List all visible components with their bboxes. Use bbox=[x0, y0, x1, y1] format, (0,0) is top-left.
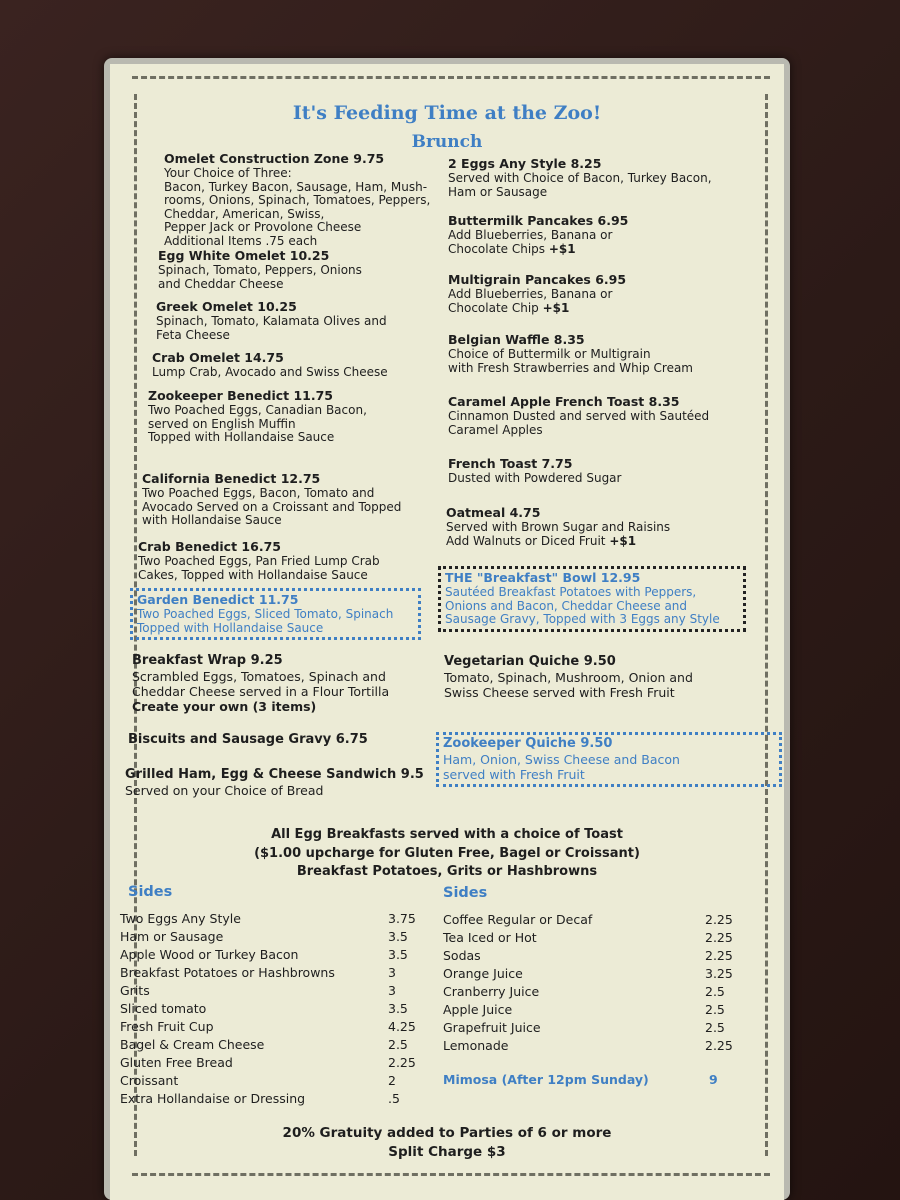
item-desc: Your Choice of Three: Bacon, Turkey Bacon, Sausage, Ham, Mush- rooms, Onions, Spinach, Tomatoes, Peppers, Cheddar, American, Swiss, Pepper Jack or Provolone Cheese Additional Items .75 each bbox=[164, 166, 431, 248]
item-name: 2 Eggs Any Style 8.25 bbox=[448, 156, 602, 171]
side-label: Lemonade bbox=[443, 1038, 509, 1053]
side-row bbox=[120, 946, 420, 964]
toast-note-line: Breakfast Potatoes, Grits or Hashbrowns bbox=[296, 864, 598, 879]
item-name: Zookeeper Benedict 11.75 bbox=[148, 388, 334, 403]
menu-item bbox=[142, 472, 432, 528]
side-label: Sliced tomato bbox=[120, 1001, 207, 1016]
menu-item bbox=[448, 333, 748, 375]
side-price: 2.25 bbox=[705, 1038, 733, 1053]
menu-item bbox=[446, 506, 746, 548]
item-name: Egg White Omelet 10.25 bbox=[158, 248, 330, 263]
item-desc: Dusted with Powdered Sugar bbox=[448, 471, 622, 485]
side-row bbox=[120, 1072, 420, 1090]
side-price: .5 bbox=[388, 1091, 400, 1106]
menu-item bbox=[448, 395, 748, 437]
side-row bbox=[120, 1054, 420, 1072]
side-row bbox=[120, 964, 420, 982]
item-name: Garden Benedict 11.75 bbox=[137, 592, 299, 607]
side-label: Apple Wood or Turkey Bacon bbox=[120, 947, 299, 962]
side-price: 2.25 bbox=[388, 1055, 416, 1070]
dashed-border-right bbox=[765, 94, 768, 1156]
item-desc: Served with Choice of Bacon, Turkey Bacon, Ham or Sausage bbox=[448, 171, 712, 199]
side-row bbox=[120, 1090, 420, 1108]
side-price: 2.25 bbox=[705, 912, 733, 927]
addon-price: +$1 bbox=[548, 241, 576, 256]
item-desc: Spinach, Tomato, Kalamata Olives and Feta Cheese bbox=[156, 314, 387, 342]
menu-item bbox=[448, 457, 748, 486]
drinks-list bbox=[443, 911, 743, 1055]
menu-item bbox=[158, 249, 438, 291]
item-name: Biscuits and Sausage Gravy 6.75 bbox=[128, 732, 368, 747]
side-row bbox=[120, 1000, 420, 1018]
menu-item bbox=[138, 540, 428, 582]
side-row bbox=[120, 910, 420, 928]
item-desc: Served on your Choice of Bread bbox=[125, 783, 324, 798]
side-row bbox=[120, 928, 420, 946]
sides-heading: Sides bbox=[128, 884, 173, 900]
mimosa-label: Mimosa (After 12pm Sunday) bbox=[443, 1072, 649, 1087]
menu-item bbox=[164, 152, 444, 248]
dashed-border-bottom bbox=[132, 1173, 770, 1176]
side-label: Coffee Regular or Decaf bbox=[443, 912, 593, 927]
side-label: Ham or Sausage bbox=[120, 929, 224, 944]
side-price: 2.5 bbox=[705, 1020, 725, 1035]
item-name: French Toast 7.75 bbox=[448, 456, 573, 471]
item-name: Buttermilk Pancakes 6.95 bbox=[448, 213, 629, 228]
side-label: Two Eggs Any Style bbox=[120, 911, 241, 926]
side-price: 3.25 bbox=[705, 966, 733, 981]
menu-item bbox=[125, 768, 435, 798]
item-name: California Benedict 12.75 bbox=[142, 471, 321, 486]
side-price: 2 bbox=[388, 1073, 396, 1088]
side-label: Extra Hollandaise or Dressing bbox=[120, 1091, 306, 1106]
item-desc: Sautéed Breakfast Potatoes with Peppers, Onions and Bacon, Cheddar Cheese and Sausage Gravy, Topped with 3 Eggs any Style bbox=[445, 585, 720, 626]
item-desc: Tomato, Spinach, Mushroom, Onion and Swiss Cheese served with Fresh Fruit bbox=[444, 670, 693, 700]
menu-item bbox=[448, 214, 748, 256]
item-desc: Two Poached Eggs, Sliced Tomato, Spinach Topped with Hollandaise Sauce bbox=[137, 607, 394, 635]
item-desc: Two Poached Eggs, Bacon, Tomato and Avocado Served on a Croissant and Topped with Hollandaise Sauce bbox=[142, 486, 402, 527]
toast-note-line: All Egg Breakfasts served with a choice of Toast bbox=[271, 827, 623, 842]
side-price: 2.5 bbox=[705, 984, 725, 999]
item-name: Caramel Apple French Toast 8.35 bbox=[448, 394, 680, 409]
item-desc: Add Blueberries, Banana or Chocolate Chip +$1 bbox=[448, 287, 613, 315]
item-desc: Lump Crab, Avocado and Swiss Cheese bbox=[152, 365, 388, 379]
menu-page bbox=[110, 64, 784, 1200]
highlighted-menu-item bbox=[438, 566, 746, 632]
menu-item bbox=[148, 389, 438, 445]
item-name: Zookeeper Quiche 9.50 bbox=[443, 736, 613, 751]
side-row bbox=[443, 1019, 743, 1037]
side-price: 3.5 bbox=[388, 1001, 408, 1016]
item-name: Multigrain Pancakes 6.95 bbox=[448, 272, 627, 287]
item-name: Belgian Waffle 8.35 bbox=[448, 332, 585, 347]
side-label: Cranberry Juice bbox=[443, 984, 540, 999]
side-row bbox=[443, 983, 743, 1001]
side-label: Grapefruit Juice bbox=[443, 1020, 541, 1035]
item-desc: Add Blueberries, Banana or Chocolate Chips +$1 bbox=[448, 228, 613, 256]
item-extra: Create your own (3 items) bbox=[132, 699, 317, 714]
side-price: 3.5 bbox=[388, 947, 408, 962]
menu-item bbox=[448, 273, 748, 315]
side-row bbox=[120, 1036, 420, 1054]
side-price: 3 bbox=[388, 965, 396, 980]
item-desc: Spinach, Tomato, Peppers, Onions and Cheddar Cheese bbox=[158, 263, 362, 291]
menu-item bbox=[152, 351, 432, 380]
item-desc: Cinnamon Dusted and served with Sautéed Caramel Apples bbox=[448, 409, 710, 437]
item-name: Breakfast Wrap 9.25 bbox=[132, 653, 283, 668]
side-price: 4.25 bbox=[388, 1019, 416, 1034]
side-label: Sodas bbox=[443, 948, 481, 963]
menu-item bbox=[132, 654, 432, 714]
side-row bbox=[443, 947, 743, 965]
highlighted-menu-item bbox=[130, 588, 421, 640]
addon-price: +$1 bbox=[609, 533, 637, 548]
side-price: 3.75 bbox=[388, 911, 416, 926]
split-charge-note: Split Charge $3 bbox=[388, 1144, 506, 1160]
menu-item bbox=[156, 300, 436, 342]
menu-title: It's Feeding Time at the Zoo! bbox=[292, 102, 602, 124]
menu-item bbox=[128, 733, 428, 748]
item-name: Omelet Construction Zone 9.75 bbox=[164, 151, 385, 166]
item-name: THE "Breakfast" Bowl 12.95 bbox=[445, 570, 641, 585]
dashed-border-top bbox=[132, 76, 770, 79]
item-name: Vegetarian Quiche 9.50 bbox=[444, 654, 616, 669]
toast-note-line: ($1.00 upcharge for Gluten Free, Bagel or Croissant) bbox=[254, 846, 640, 861]
side-price: 2.25 bbox=[705, 930, 733, 945]
side-label: Gluten Free Bread bbox=[120, 1055, 233, 1070]
side-price: 2.5 bbox=[388, 1037, 408, 1052]
side-label: Tea Iced or Hot bbox=[443, 930, 537, 945]
side-row bbox=[443, 929, 743, 947]
item-name: Crab Omelet 14.75 bbox=[152, 350, 284, 365]
item-desc: Choice of Buttermilk or Multigrain with Fresh Strawberries and Whip Cream bbox=[448, 347, 693, 375]
mimosa-row bbox=[443, 1071, 743, 1089]
side-price: 2.25 bbox=[705, 948, 733, 963]
item-name: Greek Omelet 10.25 bbox=[156, 299, 297, 314]
gratuity-note: 20% Gratuity added to Parties of 6 or more bbox=[282, 1125, 612, 1141]
item-desc: Ham, Onion, Swiss Cheese and Bacon served with Fresh Fruit bbox=[443, 752, 680, 782]
menu-item bbox=[448, 157, 748, 199]
side-label: Breakfast Potatoes or Hashbrowns bbox=[120, 965, 335, 980]
side-label: Apple Juice bbox=[443, 1002, 513, 1017]
addon-price: +$1 bbox=[542, 300, 570, 315]
side-row bbox=[443, 1037, 743, 1055]
item-name: Crab Benedict 16.75 bbox=[138, 539, 281, 554]
menu-subtitle: Brunch bbox=[411, 132, 483, 152]
side-row bbox=[120, 982, 420, 1000]
side-price: 3 bbox=[388, 983, 396, 998]
sides-heading: Sides bbox=[443, 885, 488, 901]
side-label: Fresh Fruit Cup bbox=[120, 1019, 214, 1034]
item-name: Oatmeal 4.75 bbox=[446, 505, 541, 520]
side-row bbox=[443, 911, 743, 929]
side-label: Grits bbox=[120, 983, 150, 998]
item-desc: Served with Brown Sugar and Raisins Add Walnuts or Diced Fruit +$1 bbox=[446, 520, 671, 548]
mimosa-price: 9 bbox=[709, 1072, 718, 1087]
item-name: Grilled Ham, Egg & Cheese Sandwich 9.5 bbox=[125, 767, 424, 782]
side-price: 2.5 bbox=[705, 1002, 725, 1017]
item-desc: Scrambled Eggs, Tomatoes, Spinach and Cheddar Cheese served in a Flour Tortilla bbox=[132, 669, 390, 699]
item-desc: Two Poached Eggs, Pan Fried Lump Crab Cakes, Topped with Hollandaise Sauce bbox=[138, 554, 380, 582]
item-desc: Two Poached Eggs, Canadian Bacon, served on English Muffin Topped with Hollandaise Sauce bbox=[148, 403, 367, 444]
side-label: Croissant bbox=[120, 1073, 179, 1088]
side-price: 3.5 bbox=[388, 929, 408, 944]
side-row bbox=[443, 965, 743, 983]
sides-list bbox=[120, 910, 420, 1108]
highlighted-menu-item bbox=[436, 732, 782, 787]
side-row bbox=[120, 1018, 420, 1036]
menu-item bbox=[444, 655, 744, 700]
side-row bbox=[443, 1001, 743, 1019]
side-label: Bagel & Cream Cheese bbox=[120, 1037, 265, 1052]
side-label: Orange Juice bbox=[443, 966, 523, 981]
